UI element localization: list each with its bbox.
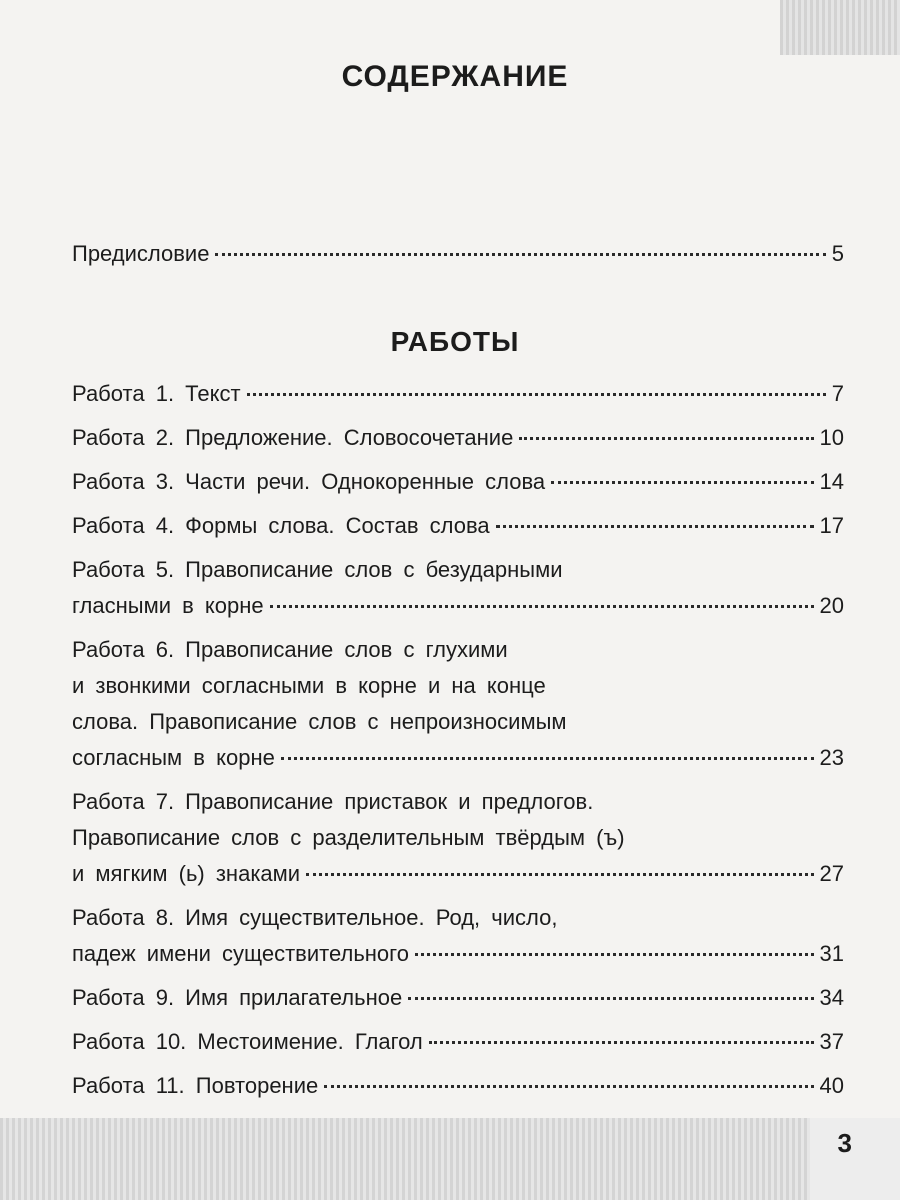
toc-entry-line: гласными в корне: [72, 593, 264, 618]
toc-page-number: 17: [819, 513, 844, 538]
page-number: 3: [837, 1128, 852, 1158]
toc-entry-last-line: [72, 420, 844, 456]
toc-list: [72, 376, 844, 1112]
toc-entry[interactable]: [72, 900, 844, 972]
toc-page-number: 34: [819, 985, 844, 1010]
toc-entry-line: Работа 11. Повторение: [72, 1073, 319, 1098]
dot-leader: [306, 873, 813, 876]
toc-entry-line: и звонкими согласными в корне и на конце: [72, 673, 546, 698]
toc-page-number: 5: [831, 241, 844, 266]
toc-page-number: 7: [831, 381, 844, 406]
toc-entry-line: Работа 1. Текст: [72, 381, 241, 406]
section-heading: РАБОТЫ: [390, 326, 520, 357]
dot-leader: [281, 757, 814, 760]
decorative-stripes-top: [780, 0, 900, 55]
toc-entry-line: падеж имени существительного: [72, 941, 409, 966]
toc-page-number: 37: [819, 1029, 844, 1054]
toc-entry-line: Работа 6. Правописание слов с глухими: [72, 637, 508, 662]
toc-entry-last-line: [72, 856, 844, 892]
toc-entry-line: Работа 5. Правописание слов с безударными: [72, 557, 563, 582]
dot-leader: [496, 525, 814, 528]
toc-entry-line: слова. Правописание слов с непроизносимым: [72, 709, 567, 734]
page-title: СОДЕРЖАНИЕ: [341, 60, 569, 93]
toc-entry-last-line: [72, 376, 844, 412]
decorative-footer-band: [0, 1118, 900, 1200]
dot-leader: [519, 437, 813, 440]
toc-entry-last-line: [72, 588, 844, 624]
toc-entry[interactable]: [72, 1024, 844, 1060]
toc-entry-last-line: [72, 980, 844, 1016]
toc-entry-preface[interactable]: [72, 236, 844, 272]
toc-entry-label: Предисловие: [72, 241, 210, 266]
toc-entry[interactable]: [72, 980, 844, 1016]
toc-entry-last-line: [72, 1024, 844, 1060]
toc-entry-last-line: [72, 464, 844, 500]
toc-entry-line: Работа 4. Формы слова. Состав слова: [72, 513, 490, 538]
toc-entry-line: Работа 9. Имя прилагательное: [72, 985, 403, 1010]
toc-entry-line: Работа 3. Части речи. Однокоренные слова: [72, 469, 546, 494]
toc-entry-line: Работа 10. Местоимение. Глагол: [72, 1029, 423, 1054]
toc-entry-last-line: [72, 936, 844, 972]
toc-page-number: 23: [819, 745, 844, 770]
toc-page-number: 14: [819, 469, 844, 494]
toc-entry[interactable]: [72, 784, 844, 892]
toc-page-number: 10: [819, 425, 844, 450]
toc-page-number: 20: [819, 593, 844, 618]
page-number-box: [810, 1118, 900, 1200]
toc-page-number: 40: [819, 1073, 844, 1098]
dot-leader: [270, 605, 814, 608]
toc-entry-line: Правописание слов с разделительным твёрдым (ъ): [72, 825, 625, 850]
toc-entry-last-line: [72, 508, 844, 544]
dot-leader: [408, 997, 813, 1000]
toc-entry-last-line: [72, 1068, 844, 1104]
toc-page-number: 31: [819, 941, 844, 966]
toc-entry[interactable]: [72, 420, 844, 456]
toc-entry[interactable]: [72, 552, 844, 624]
dot-leader: [324, 1085, 813, 1088]
toc-entry-line: Работа 8. Имя существительное. Род, число,: [72, 905, 558, 930]
toc-entry-line: Работа 2. Предложение. Словосочетание: [72, 425, 514, 450]
dot-leader: [215, 253, 825, 256]
toc-entry[interactable]: [72, 632, 844, 776]
toc-entry-line: и мягким (ь) знаками: [72, 861, 301, 886]
dot-leader: [429, 1041, 814, 1044]
dot-leader: [247, 393, 826, 396]
toc-entry[interactable]: [72, 376, 844, 412]
toc-entry[interactable]: [72, 464, 844, 500]
dot-leader: [551, 481, 813, 484]
toc-entry-last-line: [72, 740, 844, 776]
toc-entry-line: Работа 7. Правописание приставок и предлогов.: [72, 789, 594, 814]
dot-leader: [415, 953, 814, 956]
toc-page-number: 27: [819, 861, 844, 886]
toc-entry[interactable]: [72, 1068, 844, 1104]
toc-entry-line: согласным в корне: [72, 745, 275, 770]
toc-entry[interactable]: [72, 508, 844, 544]
